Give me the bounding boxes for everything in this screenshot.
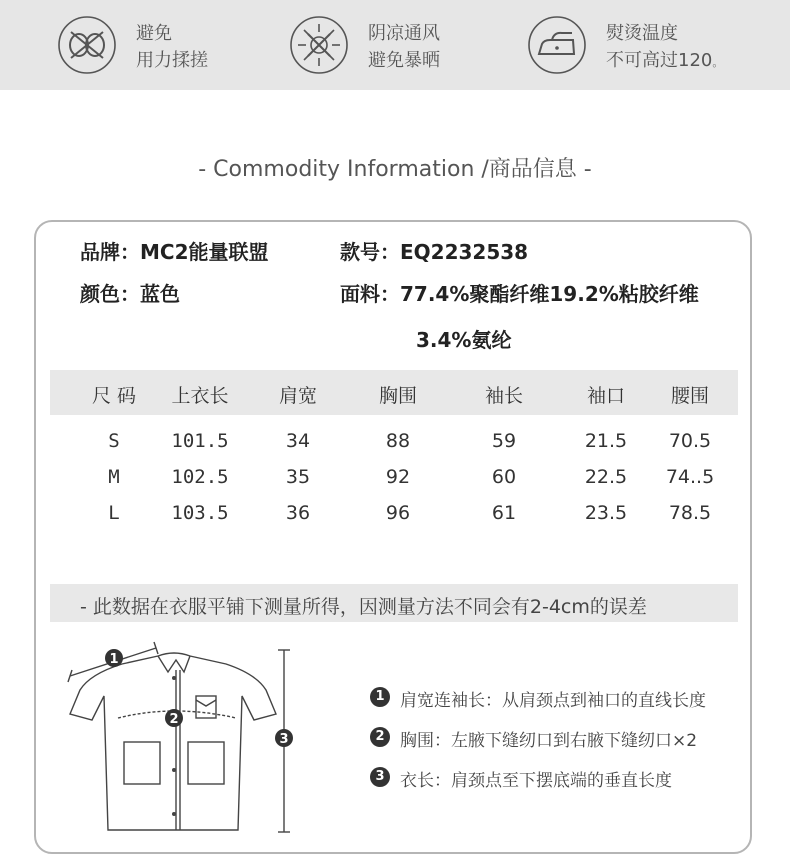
size-table-cell: 74..5 [665,466,715,488]
svg-text:2: 2 [169,712,179,727]
style-label: 款号： [340,240,400,264]
size-table-header-cell: 腰围 [670,385,709,407]
size-table-cell: 101.5 [171,430,229,452]
no-wring-icon [56,14,118,76]
size-table-cell: 60 [491,466,517,488]
care-line-2: 用力揉搓 [136,50,208,71]
shade-dry-icon [288,14,350,76]
size-table-cell: 59 [491,430,517,452]
size-table-cell: 78.5 [668,502,712,524]
color-label: 颜色： [80,282,140,306]
size-table-header-cell: 肩宽 [278,385,317,407]
care-line-2: 不可高过120 [606,50,713,71]
fabric-value: 77.4%聚酯纤维19.2%粘胶纤维 [400,282,699,306]
svg-text:1: 1 [109,652,119,667]
size-table-cell: 34 [285,430,311,452]
color-row [80,278,180,307]
size-table-cell: 35 [285,466,311,488]
care-instructions-band [0,0,790,90]
size-table-cell: 22.5 [584,466,628,488]
size-table-cell: 103.5 [171,502,229,524]
fabric-row [340,278,699,307]
fabric-label: 面料： [340,282,400,306]
measurement-note: - 此数据在衣服平铺下测量所得，因测量方法不同会有2-4cm的误差 [80,596,647,618]
size-table-cell: 88 [385,430,411,452]
care-line-2: 避免暴晒 [368,50,440,71]
size-table-header-cell: 胸围 [378,385,417,407]
care-line-1: 阴凉通风 [368,23,440,44]
style-row [340,236,528,265]
size-table-cell: 61 [491,502,517,524]
size-table-cell: 21.5 [584,430,628,452]
legend-text: 衣长：肩颈点至下摆底端的垂直长度 [400,771,672,791]
brand-label: 品牌： [80,240,140,264]
diagram-mark-1 [105,649,123,667]
size-table-cell: L [108,502,120,524]
size-table-header-cell: 袖长 [484,385,523,407]
size-table-header-cell: 袖口 [586,385,625,407]
iron-temp-icon [526,14,588,76]
diagram-mark-3 [275,729,293,747]
size-table-cell: 92 [385,466,411,488]
size-table-cell: M [108,466,120,488]
size-table-cell: 70.5 [668,430,712,452]
legend-number: 1 [370,687,390,707]
size-table-cell: S [108,430,120,452]
size-table-header-cell: 尺 码 [91,385,137,407]
care-line-1: 避免 [136,23,172,44]
color-value: 蓝色 [140,282,180,306]
care-line-1: 熨烫温度 [606,23,678,44]
section-title: - Commodity Information /商品信息 - [198,157,592,182]
fabric-value-line2: 3.4%氨纶 [416,328,512,352]
garment-measurement-diagram [60,634,320,840]
degree-mark: 。 [712,56,724,69]
size-table-cell: 102.5 [171,466,229,488]
size-table-cell: 36 [285,502,311,524]
size-table-header-cell: 上衣长 [171,385,229,407]
size-table-cell: 96 [385,502,411,524]
legend-number: 3 [370,767,390,787]
legend-number: 2 [370,727,390,747]
svg-text:3: 3 [279,732,289,747]
legend-text: 胸围：左腋下缝纫口到右腋下缝纫口×2 [400,731,698,751]
diagram-mark-2 [165,709,183,727]
legend-text: 肩宽连袖长：从肩颈点到袖口的直线长度 [400,691,706,711]
brand-row [80,236,269,265]
style-value: EQ2232538 [400,240,529,264]
brand-value: MC2能量联盟 [140,240,269,264]
size-table-cell: 23.5 [584,502,628,524]
